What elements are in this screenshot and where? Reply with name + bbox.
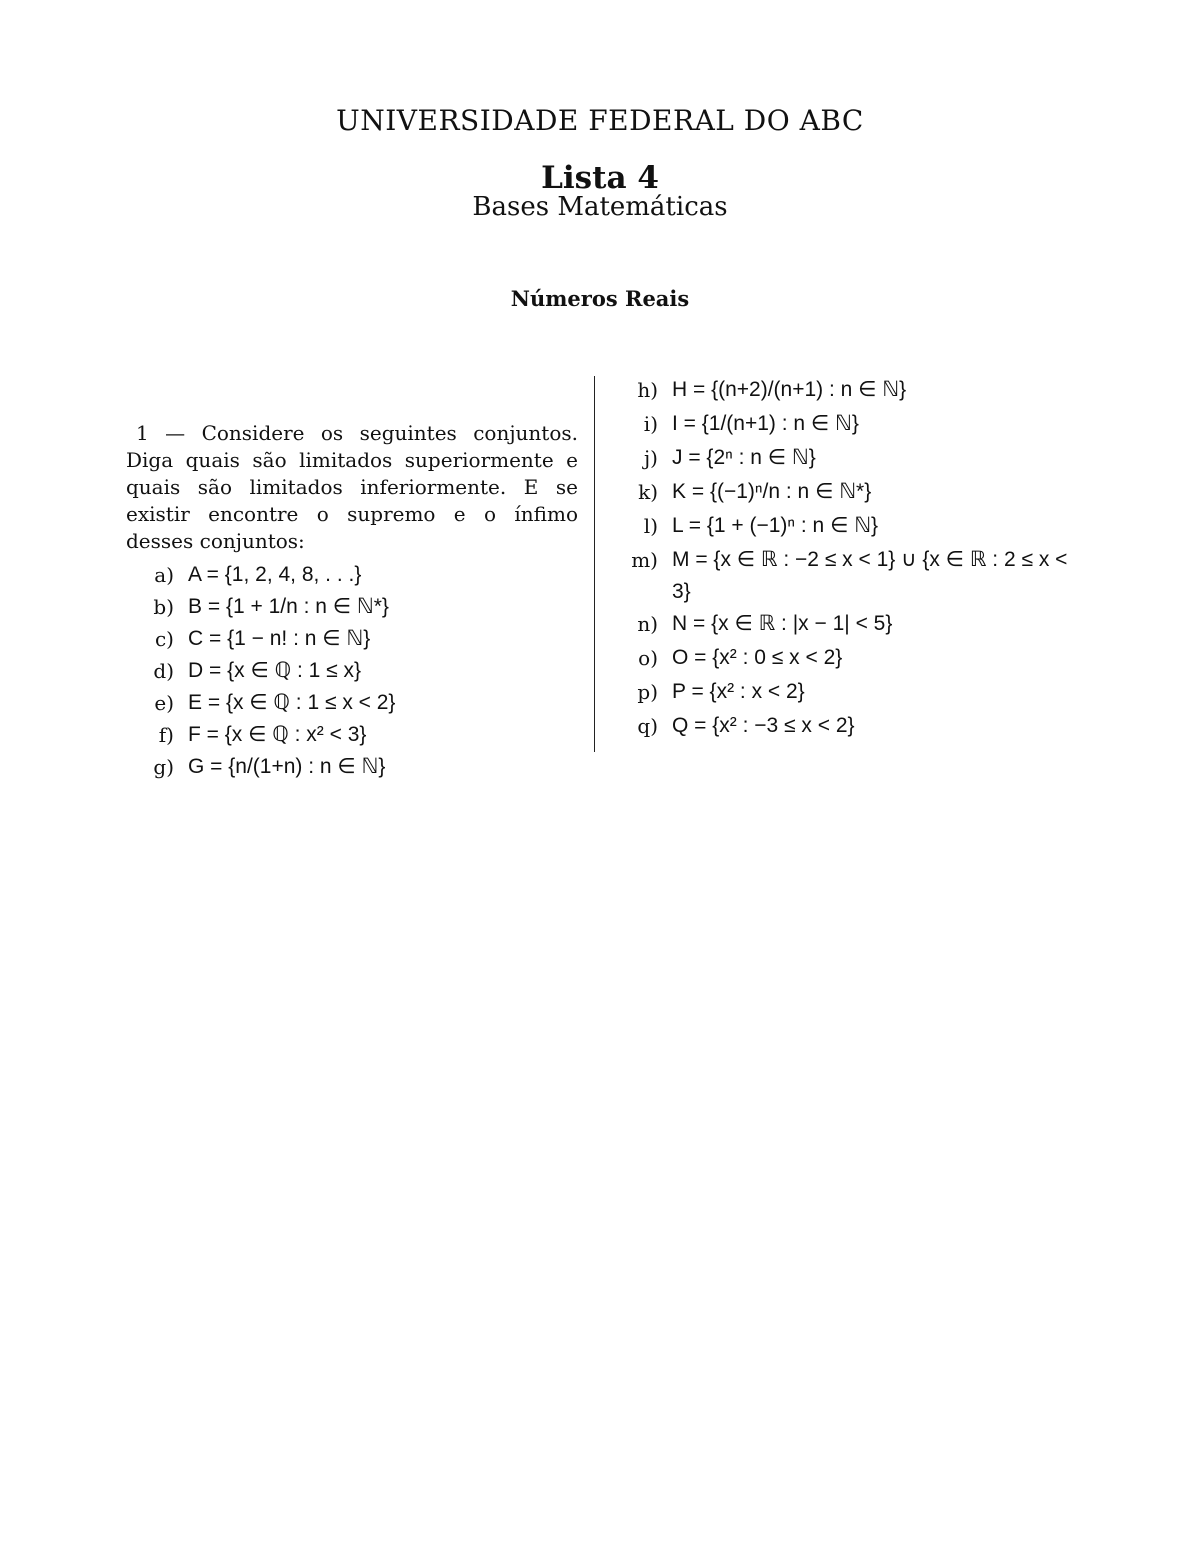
problem-text: Considere os seguintes conjuntos. Diga quais são limitados superiormente e quais são limitados inferiormente. E se existir encontre o supremo e o ínfimo desses conjuntos: — [126, 421, 579, 553]
item-label: p) — [637, 680, 658, 704]
list-item — [126, 687, 578, 719]
item-expression: K = {(−1)ⁿ/n : n ∈ ℕ*} — [672, 480, 872, 503]
item-expression: F = {x ∈ ℚ : x² < 3} — [188, 723, 367, 746]
list-item — [126, 623, 578, 655]
items-right-list — [608, 374, 1078, 744]
item-label: j) — [643, 446, 658, 470]
item-expression: E = {x ∈ ℚ : 1 ≤ x < 2} — [188, 691, 396, 714]
list-item — [608, 676, 1078, 710]
course-name: Bases Matemáticas — [472, 192, 728, 222]
item-expression: O = {x² : 0 ≤ x < 2} — [672, 646, 843, 669]
item-label: n) — [637, 612, 658, 636]
list-item — [608, 476, 1078, 510]
university-name: UNIVERSIDADE FEDERAL DO ABC — [336, 104, 864, 137]
item-expression: L = {1 + (−1)ⁿ : n ∈ ℕ} — [672, 514, 879, 537]
item-expression: C = {1 − n! : n ∈ ℕ} — [188, 627, 371, 650]
problem-1-right-column — [608, 374, 1078, 744]
column-divider — [594, 376, 595, 752]
item-expression: J = {2ⁿ : n ∈ ℕ} — [672, 446, 816, 469]
item-expression: A = {1, 2, 4, 8, . . .} — [188, 563, 362, 586]
item-expression: M = {x ∈ ℝ : −2 ≤ x < 1} ∪ {x ∈ ℝ : 2 ≤ x < 3} — [672, 548, 1074, 603]
list-item — [608, 710, 1078, 744]
list-item — [126, 655, 578, 687]
item-expression: N = {x ∈ ℝ : |x − 1| < 5} — [672, 612, 893, 635]
item-expression: I = {1/(n+1) : n ∈ ℕ} — [672, 412, 859, 435]
problem-1-statement — [126, 420, 578, 555]
list-item — [608, 642, 1078, 676]
problem-number: 1 — — [136, 421, 186, 445]
item-expression: B = {1 + 1/n : n ∈ ℕ*} — [188, 595, 389, 618]
list-item — [126, 719, 578, 751]
item-label: g) — [153, 755, 174, 779]
list-item — [608, 608, 1078, 642]
list-item — [126, 591, 578, 623]
list-item — [126, 751, 578, 783]
item-label: q) — [637, 714, 658, 738]
item-expression: D = {x ∈ ℚ : 1 ≤ x} — [188, 659, 361, 682]
item-expression: G = {n/(1+n) : n ∈ ℕ} — [188, 755, 386, 778]
list-item — [608, 510, 1078, 544]
list-item — [608, 442, 1078, 476]
item-label: i) — [643, 412, 658, 436]
list-item — [126, 559, 578, 591]
item-label: o) — [638, 646, 658, 670]
item-label: l) — [643, 514, 658, 538]
item-label: a) — [154, 563, 174, 587]
item-label: c) — [154, 627, 174, 651]
problem-1-left-column — [126, 420, 578, 783]
section-title: Números Reais — [510, 286, 690, 311]
item-label: k) — [638, 480, 658, 504]
item-expression: Q = {x² : −3 ≤ x < 2} — [672, 714, 855, 737]
item-label: d) — [153, 659, 174, 683]
list-item — [608, 374, 1078, 408]
list-item — [608, 544, 1078, 608]
item-label: h) — [637, 378, 658, 402]
item-expression: P = {x² : x < 2} — [672, 680, 805, 703]
item-expression: H = {(n+2)/(n+1) : n ∈ ℕ} — [672, 378, 907, 401]
list-title: Lista 4 — [541, 160, 659, 196]
item-label: m) — [631, 548, 658, 572]
item-label: f) — [158, 723, 174, 747]
item-label: e) — [154, 691, 174, 715]
item-label: b) — [153, 595, 174, 619]
list-item — [608, 408, 1078, 442]
items-left-list — [126, 559, 578, 783]
